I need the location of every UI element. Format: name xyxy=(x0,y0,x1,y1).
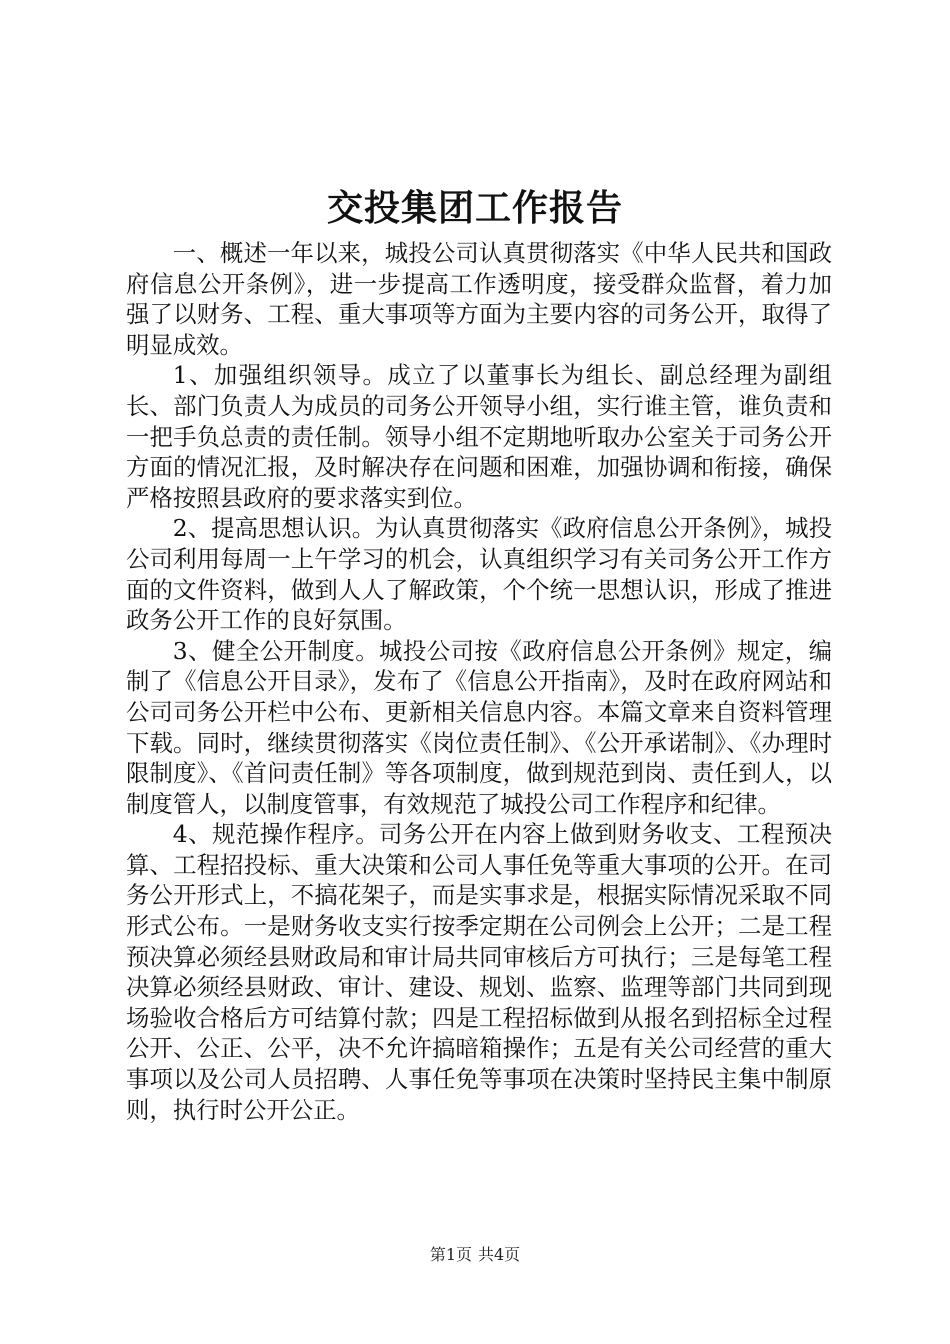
document-title: 交投集团工作报告 xyxy=(326,187,623,229)
paragraph-system: 3、健全公开制度。城投公司按《政府信息公开条例》规定，编制了《信息公开目录》，发布了《信息公开指南》，及时在政府网站和公司司务公开栏中公布、更新相关信息内容。本篇文章来自资料管理下载。同时，继续贯彻落实《岗位责任制》、《公开承诺制》、《办理时限制度》、《首问责任制》等各项制度，做到规范到岗、责任到人，以制度管人，以制度管事，有效规范了城投公司工作程序和纪律。 xyxy=(126,636,832,818)
paragraph-procedure: 4、规范操作程序。司务公开在内容上做到财务收支、工程预决算、工程招投标、重大决策和公司人事任免等重大事项的公开。在司务公开形式上，不搞花架子，而是实事求是，根据实际情况采取不同形式公布。一是财务收支实行按季定期在公司例会上公开；二是工程预决算必须经县财政局和审计局共同审核后方可执行；三是每笔工程决算必须经县财政、审计、建设、规划、监察、监理等部门共同到现场验收合格后方可结算付款；四是工程招标做到从报名到招标全过程公开、公正、公平，决不允许搞暗箱操作；五是有关公司经营的重大事项以及公司人员招聘、人事任免等事项在决策时坚持民主集中制原则，执行时公开公正。 xyxy=(126,820,832,1124)
paragraph-overview: 一、概述一年以来，城投公司认真贯彻落实《中华人民共和国政府信息公开条例》，进一步提高工作透明度，接受群众监督，着力加强了以财务、工程、重大事项等方面为主要内容的司务公开，取得了明显成效。 xyxy=(126,239,832,359)
page-total: 共4页 xyxy=(478,1245,521,1264)
document-body xyxy=(126,238,832,1125)
paragraph-awareness: 2、提高思想认识。为认真贯彻落实《政府信息公开条例》，城投公司利用每周一上午学习的机会，认真组织学习有关司务公开工作方面的文件资料，做到人人了解政策，个个统一思想认识，形成了推进政务公开工作的良好氛围。 xyxy=(126,514,832,635)
page-footer xyxy=(0,1244,950,1266)
page-number: 第1页 xyxy=(429,1245,472,1264)
paragraph-leadership: 1、加强组织领导。成立了以董事长为组长、副总经理为副组长、部门负责人为成员的司务公开领导小组，实行谁主管，谁负责和一把手负总责的责任制。领导小组不定期地听取办公室关于司务公开方面的情况汇报，及时解决存在问题和困难，加强协调和衔接，确保严格按照县政府的要求落实到位。 xyxy=(126,361,832,512)
